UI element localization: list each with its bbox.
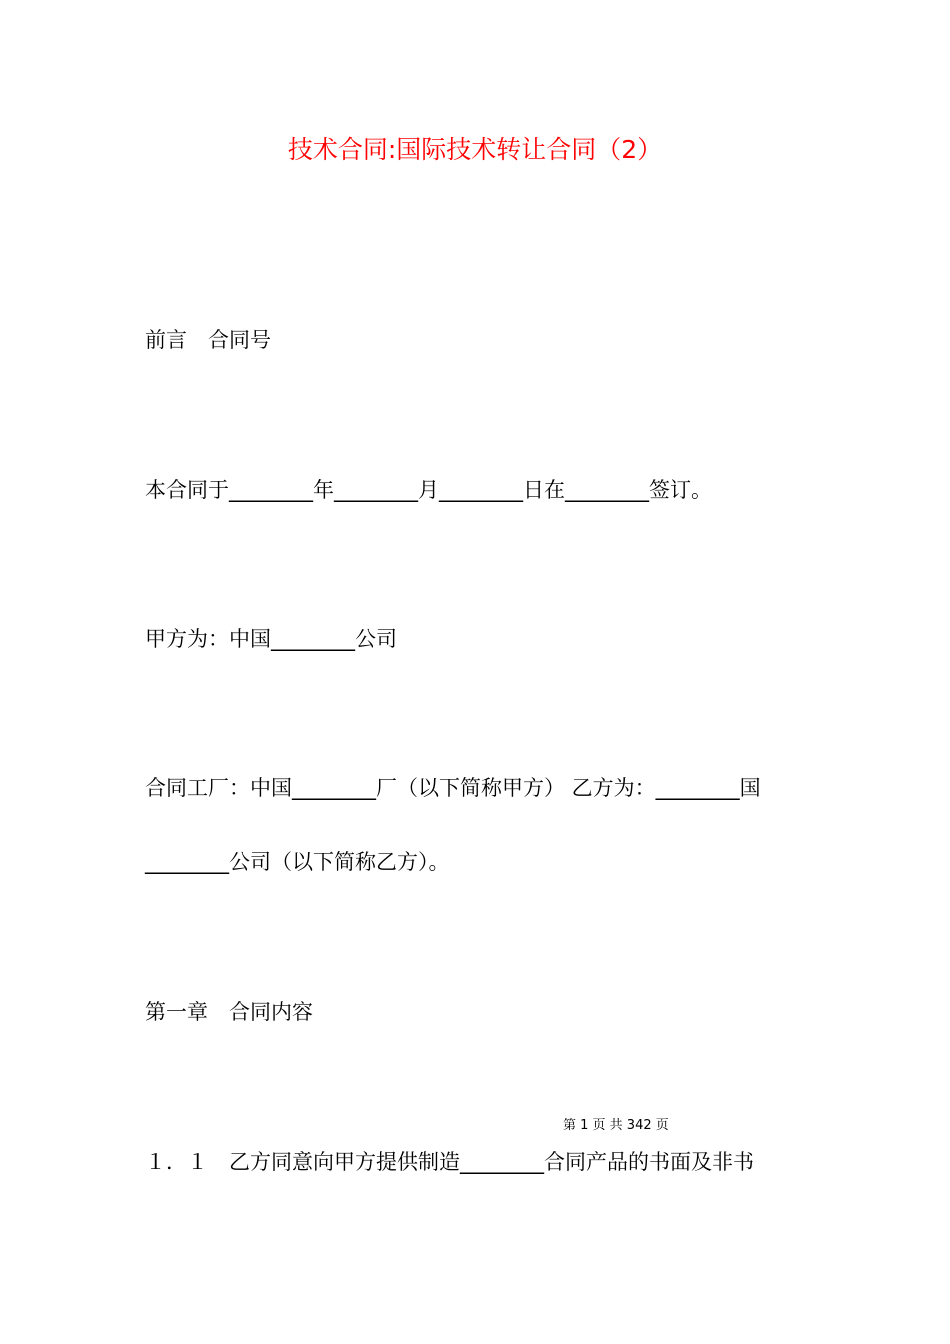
preface-line: 前言 合同号 — [145, 328, 271, 352]
signing-date-line: 本合同于________年________月________日在________签订。 — [145, 478, 712, 502]
clause-1-1: １．１ 乙方同意向甲方提供制造________合同产品的书面及非书 — [145, 1150, 754, 1174]
party-a-line: 甲方为：中国________公司 — [145, 627, 397, 651]
chapter-heading: 第一章 合同内容 — [145, 1000, 313, 1024]
contract-factory-line: 合同工厂：中国________厂（以下简称甲方） 乙方为：________国 — [145, 776, 761, 800]
party-b-line: ________公司（以下简称乙方）。 — [145, 850, 450, 874]
document-title: 技术合同:国际技术转让合同（2） — [287, 135, 663, 164]
page-footer: 第 1 页 共 342 页 — [563, 1118, 669, 1133]
